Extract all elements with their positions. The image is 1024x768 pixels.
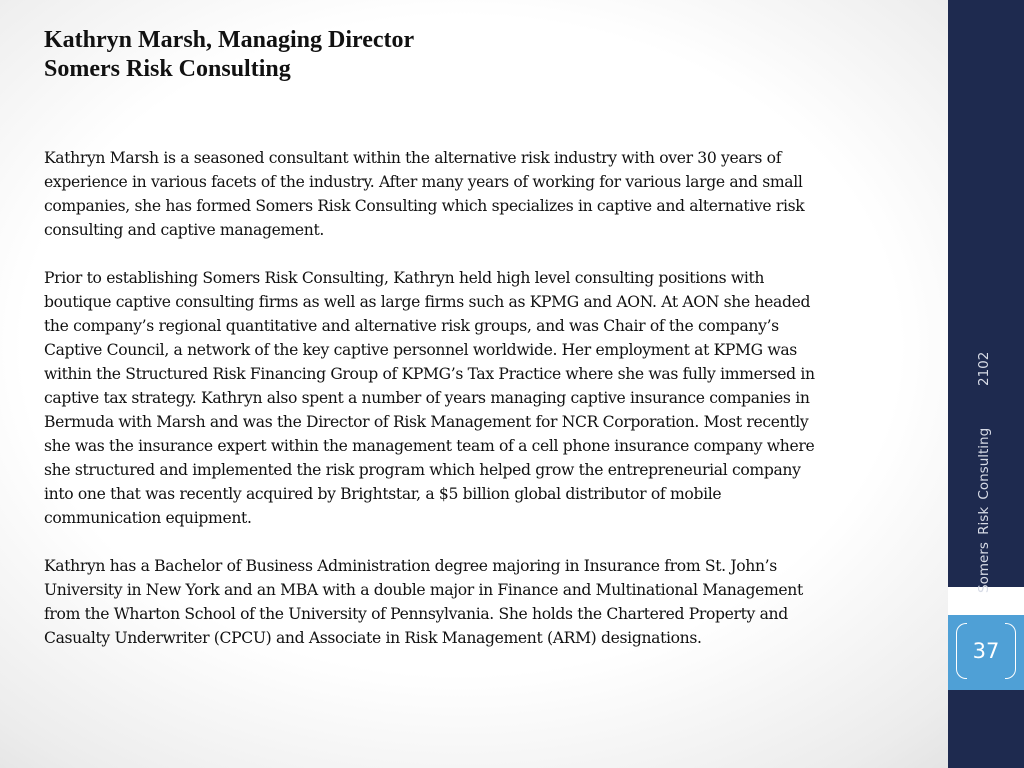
- title-line-company: Somers Risk Consulting: [44, 56, 291, 82]
- body-line: within the Structured Risk Financing Group of KPMG’s Tax Practice where she was fully immersed in: [44, 365, 815, 383]
- body-line: companies, she has formed Somers Risk Consulting which specializes in captive and alternative risk: [44, 197, 805, 215]
- body-line: Kathryn Marsh is a seasoned consultant within the alternative risk industry with over 30 years of: [44, 149, 782, 167]
- body-line: captive tax strategy. Kathryn also spent a number of years managing captive insurance companies in: [44, 389, 810, 407]
- slide-title: [44, 26, 414, 84]
- bio-paragraph-education: [44, 554, 914, 650]
- body-line: into one that was recently acquired by Brightstar, a $5 billion global distributor of mobile: [44, 485, 722, 503]
- body-line: Captive Council, a network of the key captive personnel worldwide. Her employment at KPMG was: [44, 341, 797, 359]
- footer-text: Somers Risk Consulting: [976, 427, 992, 593]
- title-line-name: Kathryn Marsh, Managing Director: [44, 27, 415, 53]
- bio-paragraph-experience: [44, 266, 914, 530]
- body-line: communication equipment.: [44, 509, 252, 527]
- bio-paragraph-intro: [44, 146, 914, 242]
- body-line: from the Wharton School of the University of Pennsylvania. She holds the Chartered Property and: [44, 605, 788, 623]
- body-line: boutique captive consulting firms as well as large firms such as KPMG and AON. At AON she headed: [44, 293, 811, 311]
- body-line: Casualty Underwriter (CPCU) and Associate in Risk Management (ARM) designations.: [44, 629, 702, 647]
- date-text: 2102: [976, 351, 992, 386]
- body-line: Prior to establishing Somers Risk Consulting, Kathryn held high level consulting positions with: [44, 269, 765, 287]
- page-number-box: [948, 615, 1024, 690]
- page-number-frame: [956, 623, 1016, 679]
- body-line: Bermuda with Marsh and was the Director of Risk Management for NCR Corporation. Most recently: [44, 413, 809, 431]
- body-line: the company’s regional quantitative and alternative risk groups, and was Chair of the company’s: [44, 317, 779, 335]
- body-line: consulting and captive management.: [44, 221, 324, 239]
- body-line: Kathryn has a Bachelor of Business Administration degree majoring in Insurance from St. John’s: [44, 557, 777, 575]
- body-line: University in New York and an MBA with a double major in Finance and Multinational Management: [44, 581, 803, 599]
- bio-body: [44, 146, 914, 674]
- page-number: 37: [972, 639, 1000, 663]
- body-line: she structured and implemented the risk program which helped grow the entrepreneurial company: [44, 461, 801, 479]
- body-line: she was the insurance expert within the management team of a cell phone insurance company where: [44, 437, 815, 455]
- body-line: experience in various facets of the industry. After many years of working for various large and small: [44, 173, 803, 191]
